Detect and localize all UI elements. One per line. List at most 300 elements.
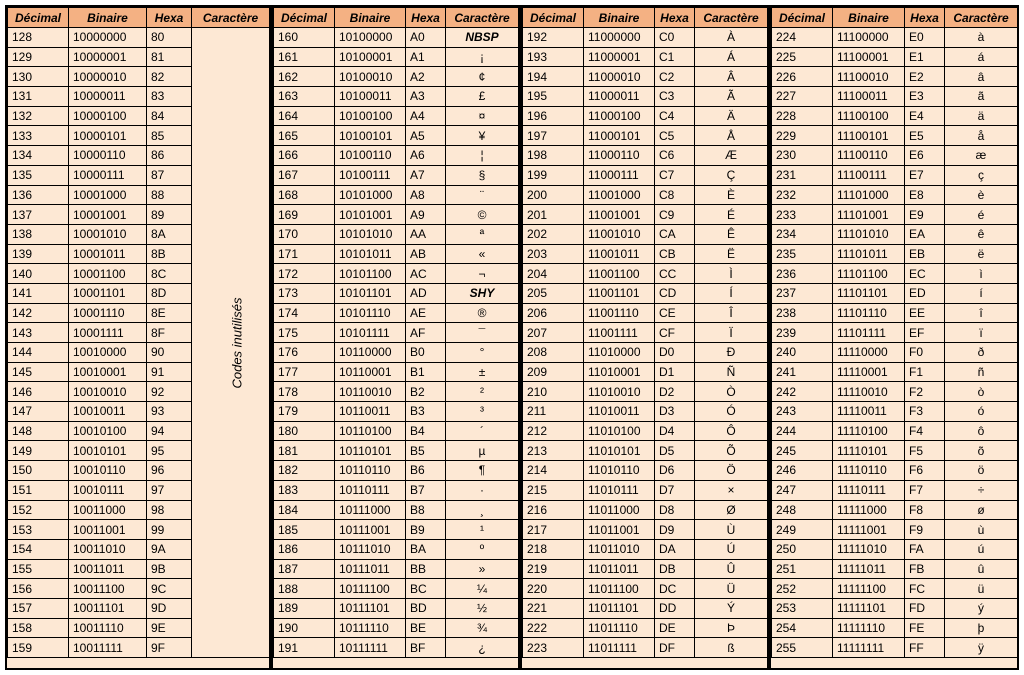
decimal-cell: 156 [8, 579, 69, 599]
decimal-cell: 235 [772, 244, 833, 264]
binary-cell: 10010110 [69, 461, 147, 481]
table-row [772, 126, 1018, 146]
decimal-cell: 190 [274, 618, 335, 638]
binary-cell: 11000111 [584, 165, 655, 185]
character-cell: ó [945, 402, 1018, 422]
binary-cell: 11110001 [833, 362, 905, 382]
hex-cell: AD [406, 283, 446, 303]
binary-cell: 11101011 [833, 244, 905, 264]
table-row [523, 283, 768, 303]
table-row [274, 185, 519, 205]
decimal-cell: 214 [523, 461, 584, 481]
hex-cell: FA [905, 539, 945, 559]
binary-cell: 11111010 [833, 539, 905, 559]
hex-cell: A7 [406, 165, 446, 185]
character-cell: Â [695, 67, 768, 87]
hex-cell: E9 [905, 205, 945, 225]
character-cell: À [695, 28, 768, 48]
character-cell: þ [945, 618, 1018, 638]
decimal-cell: 137 [8, 205, 69, 225]
table-row [274, 126, 519, 146]
decimal-cell: 208 [523, 343, 584, 363]
decimal-cell: 186 [274, 539, 335, 559]
hex-cell: BD [406, 598, 446, 618]
hex-cell: 98 [147, 500, 192, 520]
character-cell: ¿ [446, 638, 519, 658]
binary-cell: 10010011 [69, 402, 147, 422]
hex-cell: E8 [905, 185, 945, 205]
decimal-cell: 177 [274, 362, 335, 382]
table-row [274, 224, 519, 244]
table-80-9f [7, 7, 270, 658]
hex-cell: E4 [905, 106, 945, 126]
decimal-cell: 161 [274, 47, 335, 67]
hex-cell: EC [905, 264, 945, 284]
character-cell: Ú [695, 539, 768, 559]
binary-cell: 10100110 [335, 146, 406, 166]
binary-cell: 11011100 [584, 579, 655, 599]
table-row [274, 146, 519, 166]
binary-cell: 11010011 [584, 402, 655, 422]
decimal-cell: 222 [523, 618, 584, 638]
decimal-cell: 150 [8, 461, 69, 481]
binary-cell: 11111000 [833, 500, 905, 520]
binary-cell: 11000011 [584, 87, 655, 107]
header-hex: Hexa [406, 8, 446, 28]
decimal-cell: 144 [8, 343, 69, 363]
character-cell: Æ [695, 146, 768, 166]
header-binary: Binaire [833, 8, 905, 28]
decimal-cell: 233 [772, 205, 833, 225]
decimal-cell: 218 [523, 539, 584, 559]
hex-cell: CF [655, 323, 695, 343]
table-c0-df [522, 7, 768, 658]
hex-cell: 87 [147, 165, 192, 185]
decimal-cell: 251 [772, 559, 833, 579]
table-row [8, 28, 270, 48]
header-character: Caractère [446, 8, 519, 28]
header-binary: Binaire [69, 8, 147, 28]
character-cell: Ù [695, 520, 768, 540]
binary-cell: 11110000 [833, 343, 905, 363]
decimal-cell: 146 [8, 382, 69, 402]
decimal-cell: 132 [8, 106, 69, 126]
decimal-cell: 175 [274, 323, 335, 343]
character-cell: â [945, 67, 1018, 87]
character-cell: Ò [695, 382, 768, 402]
binary-cell: 11110100 [833, 421, 905, 441]
character-cell: è [945, 185, 1018, 205]
table-row [523, 28, 768, 48]
decimal-cell: 136 [8, 185, 69, 205]
character-cell: © [446, 205, 519, 225]
binary-cell: 11111001 [833, 520, 905, 540]
hex-cell: 82 [147, 67, 192, 87]
binary-cell: 11111100 [833, 579, 905, 599]
table-row [274, 520, 519, 540]
hex-cell: 80 [147, 28, 192, 48]
binary-cell: 10010100 [69, 421, 147, 441]
character-cell: ¶ [446, 461, 519, 481]
hex-cell: C8 [655, 185, 695, 205]
character-cell: ö [945, 461, 1018, 481]
character-cell: é [945, 205, 1018, 225]
binary-cell: 10100000 [335, 28, 406, 48]
table-row [274, 638, 519, 658]
binary-cell: 10010111 [69, 480, 147, 500]
binary-cell: 11011111 [584, 638, 655, 658]
binary-cell: 11101101 [833, 283, 905, 303]
table-row [772, 224, 1018, 244]
character-cell: ê [945, 224, 1018, 244]
table-row [274, 362, 519, 382]
character-cell: ï [945, 323, 1018, 343]
hex-cell: 97 [147, 480, 192, 500]
character-cell: ¢ [446, 67, 519, 87]
hex-cell: EF [905, 323, 945, 343]
decimal-cell: 207 [523, 323, 584, 343]
table-row [523, 559, 768, 579]
header-decimal: Décimal [523, 8, 584, 28]
hex-cell: F5 [905, 441, 945, 461]
decimal-cell: 164 [274, 106, 335, 126]
character-cell: Å [695, 126, 768, 146]
hex-cell: F6 [905, 461, 945, 481]
hex-cell: FB [905, 559, 945, 579]
table-row [523, 126, 768, 146]
table-row [274, 402, 519, 422]
hex-cell: B7 [406, 480, 446, 500]
decimal-cell: 155 [8, 559, 69, 579]
hex-cell: 8E [147, 303, 192, 323]
decimal-cell: 225 [772, 47, 833, 67]
header-binary: Binaire [335, 8, 406, 28]
table-row [523, 87, 768, 107]
decimal-cell: 169 [274, 205, 335, 225]
decimal-cell: 206 [523, 303, 584, 323]
table-row [274, 67, 519, 87]
binary-cell: 11100111 [833, 165, 905, 185]
hex-cell: F9 [905, 520, 945, 540]
character-cell: î [945, 303, 1018, 323]
character-cell: ¨ [446, 185, 519, 205]
binary-cell: 11010111 [584, 480, 655, 500]
decimal-cell: 157 [8, 598, 69, 618]
character-cell: Ë [695, 244, 768, 264]
table-row [523, 106, 768, 126]
character-cell: Ï [695, 323, 768, 343]
decimal-cell: 223 [523, 638, 584, 658]
table-group-80-9f [5, 5, 271, 670]
decimal-cell: 219 [523, 559, 584, 579]
table-row [523, 224, 768, 244]
binary-cell: 10101011 [335, 244, 406, 264]
table-row [772, 402, 1018, 422]
hex-cell: F1 [905, 362, 945, 382]
table-row [523, 421, 768, 441]
hex-cell: 95 [147, 441, 192, 461]
character-cell: Õ [695, 441, 768, 461]
binary-cell: 11001001 [584, 205, 655, 225]
hex-cell: E3 [905, 87, 945, 107]
decimal-cell: 213 [523, 441, 584, 461]
hex-cell: EA [905, 224, 945, 244]
table-row [772, 461, 1018, 481]
header-character: Caractère [192, 8, 270, 28]
binary-cell: 10110001 [335, 362, 406, 382]
decimal-cell: 185 [274, 520, 335, 540]
hex-cell: 92 [147, 382, 192, 402]
decimal-cell: 145 [8, 362, 69, 382]
decimal-cell: 205 [523, 283, 584, 303]
binary-cell: 11000100 [584, 106, 655, 126]
binary-cell: 10100011 [335, 87, 406, 107]
decimal-cell: 198 [523, 146, 584, 166]
hex-cell: E2 [905, 67, 945, 87]
binary-cell: 11111011 [833, 559, 905, 579]
hex-cell: EB [905, 244, 945, 264]
table-row [772, 441, 1018, 461]
decimal-cell: 239 [772, 323, 833, 343]
hex-cell: A3 [406, 87, 446, 107]
decimal-cell: 167 [274, 165, 335, 185]
binary-cell: 10001000 [69, 185, 147, 205]
hex-cell: FD [905, 598, 945, 618]
decimal-cell: 138 [8, 224, 69, 244]
header-row [772, 8, 1018, 28]
decimal-cell: 209 [523, 362, 584, 382]
decimal-cell: 234 [772, 224, 833, 244]
table-row [772, 559, 1018, 579]
decimal-cell: 130 [8, 67, 69, 87]
binary-cell: 11100010 [833, 67, 905, 87]
hex-cell: A0 [406, 28, 446, 48]
binary-cell: 10101000 [335, 185, 406, 205]
decimal-cell: 134 [8, 146, 69, 166]
binary-cell: 11011110 [584, 618, 655, 638]
hex-cell: BC [406, 579, 446, 599]
table-row [274, 205, 519, 225]
hex-cell: 9F [147, 638, 192, 658]
character-cell: æ [945, 146, 1018, 166]
character-cell: ° [446, 343, 519, 363]
character-cell: ² [446, 382, 519, 402]
binary-cell: 10011001 [69, 520, 147, 540]
decimal-cell: 221 [523, 598, 584, 618]
hex-cell: B3 [406, 402, 446, 422]
table-row [274, 421, 519, 441]
character-cell: ü [945, 579, 1018, 599]
table-row [772, 146, 1018, 166]
table-row [772, 520, 1018, 540]
table-row [274, 106, 519, 126]
table-row [772, 47, 1018, 67]
header-binary: Binaire [584, 8, 655, 28]
hex-cell: B6 [406, 461, 446, 481]
binary-cell: 11111101 [833, 598, 905, 618]
table-e0-ff [771, 7, 1018, 658]
character-cell: ª [446, 224, 519, 244]
decimal-cell: 129 [8, 47, 69, 67]
decimal-cell: 216 [523, 500, 584, 520]
binary-cell: 11101001 [833, 205, 905, 225]
table-row [772, 638, 1018, 658]
decimal-cell: 168 [274, 185, 335, 205]
table-row [523, 441, 768, 461]
hex-cell: A4 [406, 106, 446, 126]
table-row [772, 303, 1018, 323]
hex-cell: DD [655, 598, 695, 618]
decimal-cell: 195 [523, 87, 584, 107]
character-cell: Ü [695, 579, 768, 599]
binary-cell: 10111000 [335, 500, 406, 520]
binary-cell: 10011000 [69, 500, 147, 520]
character-cell: ÿ [945, 638, 1018, 658]
table-row [274, 579, 519, 599]
hex-cell: C9 [655, 205, 695, 225]
hex-cell: E5 [905, 126, 945, 146]
decimal-cell: 254 [772, 618, 833, 638]
binary-cell: 10110101 [335, 441, 406, 461]
table-row [274, 500, 519, 520]
character-cell: · [446, 480, 519, 500]
decimal-cell: 248 [772, 500, 833, 520]
hex-cell: 84 [147, 106, 192, 126]
table-row [772, 382, 1018, 402]
table-row [274, 28, 519, 48]
character-cell: ¯ [446, 323, 519, 343]
table-group-e0-ff [769, 5, 1019, 670]
hex-cell: AF [406, 323, 446, 343]
binary-cell: 10000000 [69, 28, 147, 48]
decimal-cell: 135 [8, 165, 69, 185]
binary-cell: 11001010 [584, 224, 655, 244]
binary-cell: 11101010 [833, 224, 905, 244]
decimal-cell: 237 [772, 283, 833, 303]
table-row [523, 382, 768, 402]
table-row [772, 500, 1018, 520]
decimal-cell: 140 [8, 264, 69, 284]
hex-cell: D8 [655, 500, 695, 520]
binary-cell: 11000000 [584, 28, 655, 48]
character-cell: ß [695, 638, 768, 658]
character-cell: Ö [695, 461, 768, 481]
decimal-cell: 163 [274, 87, 335, 107]
decimal-cell: 141 [8, 283, 69, 303]
decimal-cell: 197 [523, 126, 584, 146]
character-cell: Î [695, 303, 768, 323]
table-row [274, 539, 519, 559]
table-row [772, 480, 1018, 500]
decimal-cell: 236 [772, 264, 833, 284]
hex-cell: 96 [147, 461, 192, 481]
character-cell: ¦ [446, 146, 519, 166]
decimal-cell: 250 [772, 539, 833, 559]
decimal-cell: 241 [772, 362, 833, 382]
character-cell: ³ [446, 402, 519, 422]
character-cell: È [695, 185, 768, 205]
table-row [772, 205, 1018, 225]
decimal-cell: 247 [772, 480, 833, 500]
character-cell: ô [945, 421, 1018, 441]
decimal-cell: 174 [274, 303, 335, 323]
hex-cell: A2 [406, 67, 446, 87]
binary-cell: 11100100 [833, 106, 905, 126]
binary-cell: 11100001 [833, 47, 905, 67]
character-cell: ã [945, 87, 1018, 107]
binary-cell: 10001110 [69, 303, 147, 323]
decimal-cell: 244 [772, 421, 833, 441]
character-cell: ¬ [446, 264, 519, 284]
character-cell: ¼ [446, 579, 519, 599]
header-hex: Hexa [655, 8, 695, 28]
hex-cell: B1 [406, 362, 446, 382]
decimal-cell: 196 [523, 106, 584, 126]
binary-cell: 10110110 [335, 461, 406, 481]
decimal-cell: 211 [523, 402, 584, 422]
hex-cell: CE [655, 303, 695, 323]
hex-cell: 94 [147, 421, 192, 441]
decimal-cell: 128 [8, 28, 69, 48]
binary-cell: 11001100 [584, 264, 655, 284]
table-group-a0-bf [271, 5, 520, 670]
hex-cell: DC [655, 579, 695, 599]
table-row [523, 598, 768, 618]
decimal-cell: 229 [772, 126, 833, 146]
binary-cell: 10010010 [69, 382, 147, 402]
table-row [523, 303, 768, 323]
hex-cell: E6 [905, 146, 945, 166]
table-row [523, 362, 768, 382]
hex-cell: EE [905, 303, 945, 323]
binary-cell: 10111011 [335, 559, 406, 579]
unused-codes-cell [192, 28, 270, 658]
binary-cell: 11110101 [833, 441, 905, 461]
decimal-cell: 179 [274, 402, 335, 422]
character-cell: » [446, 559, 519, 579]
binary-cell: 11011010 [584, 539, 655, 559]
header-row [523, 8, 768, 28]
binary-cell: 11100011 [833, 87, 905, 107]
binary-cell: 10101111 [335, 323, 406, 343]
decimal-cell: 147 [8, 402, 69, 422]
binary-cell: 10111111 [335, 638, 406, 658]
table-row [274, 441, 519, 461]
character-cell: SHY [446, 283, 519, 303]
table-row [772, 362, 1018, 382]
binary-cell: 11101111 [833, 323, 905, 343]
hex-cell: 9A [147, 539, 192, 559]
table-row [274, 382, 519, 402]
hex-cell: F3 [905, 402, 945, 422]
binary-cell: 11100110 [833, 146, 905, 166]
binary-cell: 10000100 [69, 106, 147, 126]
binary-cell: 11010010 [584, 382, 655, 402]
table-row [772, 244, 1018, 264]
table-row [772, 343, 1018, 363]
table-row [523, 165, 768, 185]
hex-cell: E7 [905, 165, 945, 185]
binary-cell: 10001010 [69, 224, 147, 244]
binary-cell: 10100001 [335, 47, 406, 67]
table-row [523, 185, 768, 205]
decimal-cell: 230 [772, 146, 833, 166]
decimal-cell: 246 [772, 461, 833, 481]
binary-cell: 11110110 [833, 461, 905, 481]
binary-cell: 10110100 [335, 421, 406, 441]
hex-cell: AC [406, 264, 446, 284]
hex-cell: 83 [147, 87, 192, 107]
